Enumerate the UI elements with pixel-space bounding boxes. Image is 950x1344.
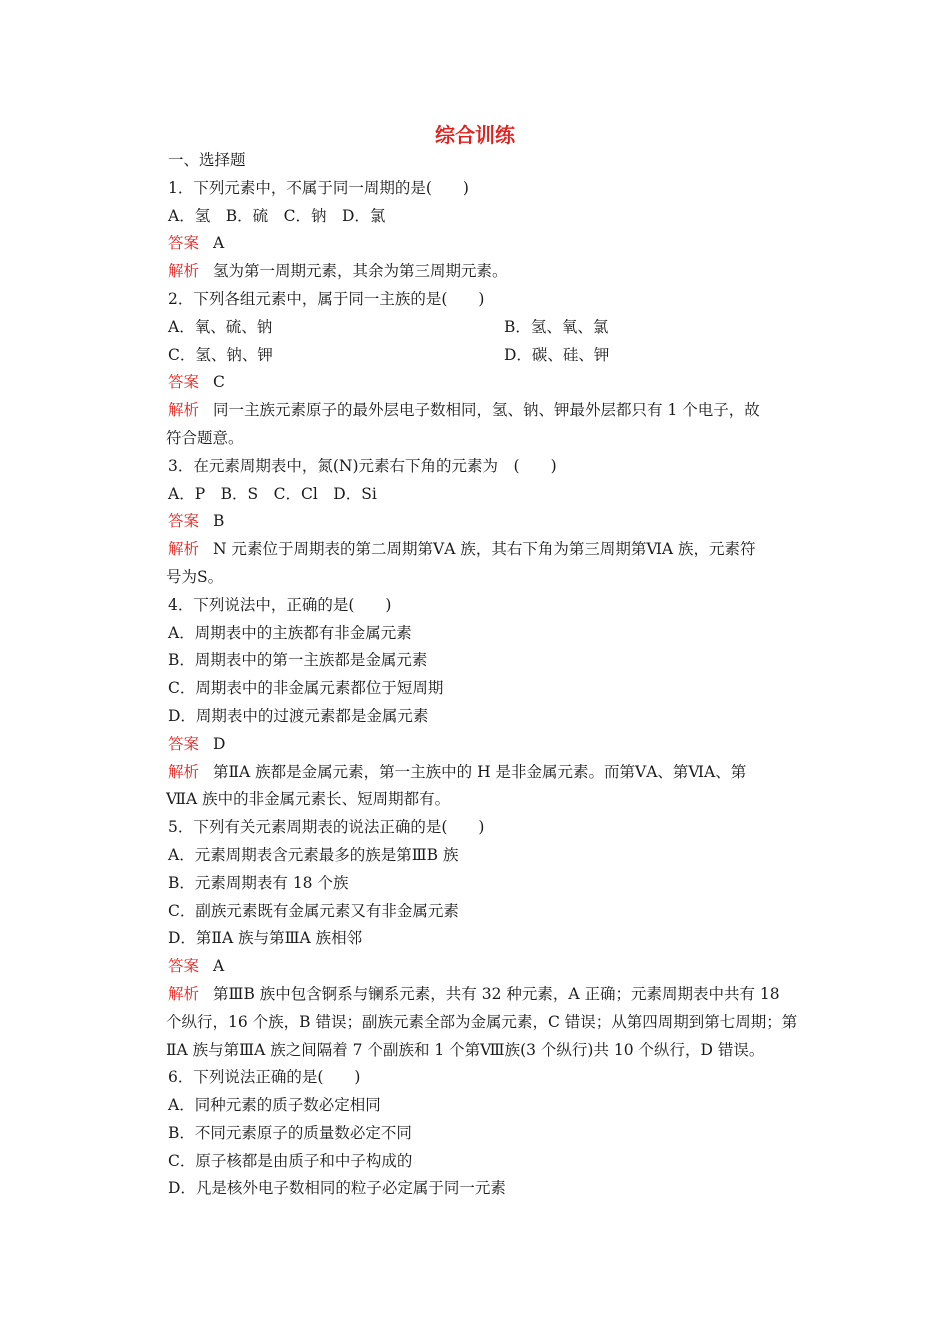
answer-value: D	[213, 734, 226, 753]
question-3-stem: 3．在元素周期表中，氮(N)元素右下角的元素为 ( )	[168, 456, 557, 475]
option-c: C．原子核都是由质子和中子构成的	[168, 1151, 413, 1170]
analysis-text: 第ⅢB 族中包含锕系与镧系元素，共有 32 种元素，A 正确；元素周期表中共有 18	[213, 984, 780, 1003]
question-5-analysis-line3: ⅡA 族与第ⅢA 族之间隔着 7 个副族和 1 个第Ⅷ族(3 个纵行)共 10 个纵行，D 错误。	[166, 1040, 765, 1059]
question-5-answer	[168, 953, 816, 981]
question-2-analysis-line1	[168, 397, 816, 425]
answer-value: C	[213, 373, 225, 392]
answer-label: 答案	[168, 734, 200, 753]
option-d: D．第ⅡA 族与第ⅢA 族相邻	[168, 929, 363, 948]
option-a: A．同种元素的质子数必定相同	[168, 1096, 381, 1115]
section-heading: 一、选择题	[168, 151, 246, 169]
analysis-text: N 元素位于周期表的第二周期第ⅤA 族，其右下角为第三周期第ⅥA 族，元素符	[213, 540, 756, 559]
answer-label: 答案	[168, 373, 200, 392]
question-1-stem: 1．下列元素中，不属于同一周期的是( )	[168, 178, 469, 197]
option-d: D．凡是核外电子数相同的粒子必定属于同一元素	[168, 1179, 506, 1198]
option-d: D．周期表中的过渡元素都是金属元素	[168, 706, 429, 725]
question-4-analysis-line2: ⅦA 族中的非金属元素长、短周期都有。	[166, 790, 451, 809]
question-6-stem: 6．下列说法正确的是( )	[168, 1068, 361, 1087]
question-4-stem: 4．下列说法中，正确的是( )	[168, 595, 392, 614]
option-b: B．周期表中的第一主族都是金属元素	[168, 651, 428, 670]
option-a: A．氧、硫、钠	[168, 317, 273, 336]
question-5-analysis-line2: 个纵行，16 个族，B 错误；副族元素全部为金属元素，C 错误；从第四周期到第七周期；第	[166, 1012, 798, 1031]
question-2-options-row1	[168, 314, 816, 342]
question-5-analysis-line1	[168, 981, 816, 1009]
option-b: B．氢、氧、氯	[504, 317, 609, 336]
question-4-analysis-line1	[168, 759, 816, 787]
option-b: B．不同元素原子的质量数必定不同	[168, 1123, 412, 1142]
question-3-answer	[168, 508, 816, 536]
option-c: C．周期表中的非金属元素都位于短周期	[168, 679, 444, 698]
analysis-text: 氢为第一周期元素，其余为第三周期元素。	[213, 262, 508, 281]
question-2-answer	[168, 369, 816, 397]
question-3-analysis-line1	[168, 536, 816, 564]
answer-label: 答案	[168, 957, 200, 976]
answer-value: A	[213, 234, 225, 253]
analysis-text: 同一主族元素原子的最外层电子数相同，氢、钠、钾最外层都只有 1 个电子，故	[213, 401, 760, 420]
analysis-label: 解析	[168, 984, 200, 1003]
analysis-label: 解析	[168, 540, 200, 559]
option-c: C．副族元素既有金属元素又有非金属元素	[168, 901, 459, 920]
question-3-analysis-line2: 号为S。	[166, 567, 224, 586]
answer-label: 答案	[168, 512, 200, 531]
option-a: A．元素周期表含元素最多的族是第ⅢB 族	[168, 845, 459, 864]
page-title: 综合训练	[435, 123, 515, 147]
option-d: D．碳、硅、钾	[504, 345, 610, 364]
answer-label: 答案	[168, 234, 200, 253]
answer-value: B	[213, 512, 225, 531]
question-2-options-row2	[168, 342, 816, 370]
analysis-label: 解析	[168, 401, 200, 420]
question-1-answer	[168, 230, 816, 258]
question-list	[168, 147, 816, 1203]
question-4-answer	[168, 731, 816, 759]
option-c: C．氢、钠、钾	[168, 345, 273, 364]
analysis-label: 解析	[168, 762, 200, 781]
option-b: B．元素周期表有 18 个族	[168, 873, 349, 892]
question-3-options: A．P B．S C．Cl D．Si	[168, 484, 377, 503]
answer-value: A	[213, 957, 225, 976]
question-2-stem: 2．下列各组元素中，属于同一主族的是( )	[168, 289, 485, 308]
question-1-options: A．氢 B．硫 C．钠 D．氯	[168, 206, 386, 225]
option-a: A．周期表中的主族都有非金属元素	[168, 623, 412, 642]
question-2-analysis-line2: 符合题意。	[166, 428, 244, 447]
analysis-text: 第ⅡA 族都是金属元素，第一主族中的 H 是非金属元素。而第ⅤA、第ⅥA、第	[213, 762, 747, 781]
question-5-stem: 5．下列有关元素周期表的说法正确的是( )	[168, 818, 485, 837]
analysis-label: 解析	[168, 262, 200, 281]
question-1-analysis	[168, 258, 816, 286]
